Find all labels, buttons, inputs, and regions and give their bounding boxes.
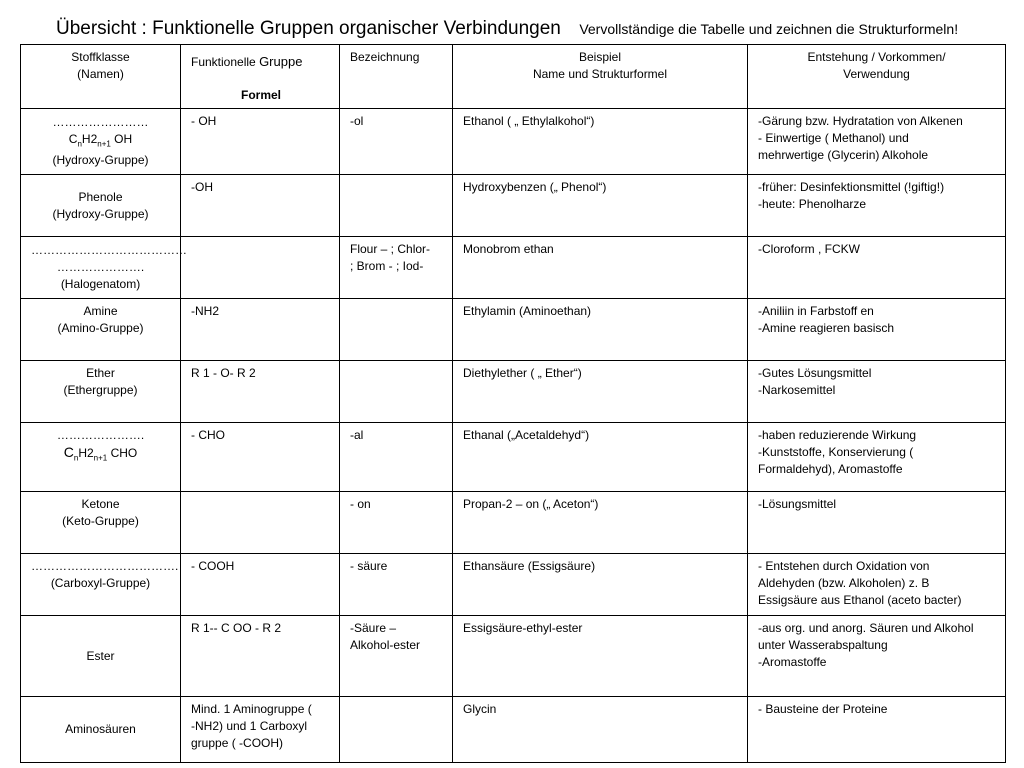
cell-bezeichnung: -ol	[340, 109, 453, 175]
cell-klasse: ………………………………… …………………. (Halogenatom)	[21, 237, 181, 299]
cell-bezeichnung	[340, 697, 453, 763]
cell-beispiel: Diethylether ( „ Ether“)	[453, 361, 748, 423]
page-title: Übersicht : Funktionelle Gruppen organischer Verbindungen	[56, 18, 561, 39]
title-bar	[56, 18, 1016, 46]
cell-klasse: ………………………………. (Carboxyl-Gruppe)	[21, 554, 181, 616]
table-row	[21, 237, 1006, 299]
cell-formel: Mind. 1 Aminogruppe ( -NH2) und 1 Carboxyl gruppe ( -COOH)	[181, 697, 340, 763]
cell-entstehung: -haben reduzierende Wirkung -Kunststoffe, Konservierung ( Formaldehyd), Aromastoffe	[748, 423, 1006, 492]
cell-formel	[181, 492, 340, 554]
cell-entstehung: - Entstehen durch Oxidation von Aldehyden (bzw. Alkoholen) z. B Essigsäure aus Ethanol (aceto bacter)	[748, 554, 1006, 616]
header-row	[21, 45, 1006, 109]
table-row	[21, 697, 1006, 763]
cell-beispiel: Ethanal („Acetaldehyd“)	[453, 423, 748, 492]
cell-bezeichnung	[340, 299, 453, 361]
cell-bezeichnung: -al	[340, 423, 453, 492]
table-row	[21, 361, 1006, 423]
cell-bezeichnung	[340, 361, 453, 423]
cell-beispiel: Propan-2 – on („ Aceton“)	[453, 492, 748, 554]
header-entstehung: Entstehung / Vorkommen/ Verwendung	[748, 45, 1006, 109]
header-stoffklasse: Stoffklasse (Namen)	[21, 45, 181, 109]
cell-formel: R 1 - O- R 2	[181, 361, 340, 423]
cell-formel: - OH	[181, 109, 340, 175]
cell-bezeichnung: -Säure – Alkohol-ester	[340, 616, 453, 697]
cell-entstehung: -Gutes Lösungsmittel -Narkosemittel	[748, 361, 1006, 423]
cell-beispiel: Ethylamin (Aminoethan)	[453, 299, 748, 361]
table-row	[21, 423, 1006, 492]
cell-klasse: Ether (Ethergruppe)	[21, 361, 181, 423]
cell-bezeichnung: - on	[340, 492, 453, 554]
cell-beispiel: Ethansäure (Essigsäure)	[453, 554, 748, 616]
cell-bezeichnung: Flour – ; Chlor- ; Brom - ; Iod-	[340, 237, 453, 299]
header-formel: Formel	[241, 88, 282, 102]
cell-formel	[181, 237, 340, 299]
cell-beispiel: Essigsäure-ethyl-ester	[453, 616, 748, 697]
table-row	[21, 554, 1006, 616]
cell-formel: R 1-- C OO - R 2	[181, 616, 340, 697]
cell-klasse: …………………… $C_nH2_{n+1}$ OH (Hydroxy-Gruppe)	[21, 109, 181, 175]
table-row	[21, 109, 1006, 175]
header-beispiel: Beispiel Name und Strukturformel	[453, 45, 748, 109]
cell-entstehung: -Cloroform , FCKW	[748, 237, 1006, 299]
cell-klasse: …………………. $C_nH2_{n+1}$ CHO	[21, 423, 181, 492]
cell-beispiel: Hydroxybenzen („ Phenol“)	[453, 175, 748, 237]
cell-entstehung: -Lösungsmittel	[748, 492, 1006, 554]
cell-klasse: Ketone (Keto-Gruppe)	[21, 492, 181, 554]
cell-formel: -OH	[181, 175, 340, 237]
page-subtitle: Vervollständige die Tabelle und zeichnen die Strukturformeln!	[579, 21, 959, 37]
cell-beispiel: Monobrom ethan	[453, 237, 748, 299]
cell-entstehung: - Bausteine der Proteine	[748, 697, 1006, 763]
header-funktionelle-gruppe: Funktionelle Gruppe Formel	[181, 45, 340, 109]
cell-klasse: Aminosäuren	[21, 697, 181, 763]
cell-klasse: Ester	[21, 616, 181, 697]
cell-bezeichnung: - säure	[340, 554, 453, 616]
cell-formel: - COOH	[181, 554, 340, 616]
cell-formel: - CHO	[181, 423, 340, 492]
table-row	[21, 616, 1006, 697]
cell-entstehung: -Aniliin in Farbstoff en -Amine reagieren basisch	[748, 299, 1006, 361]
cell-beispiel: Glycin	[453, 697, 748, 763]
cell-entstehung: -Gärung bzw. Hydratation von Alkenen - Einwertige ( Methanol) und mehrwertige (Glycerin) Alkohole	[748, 109, 1006, 175]
table-row	[21, 299, 1006, 361]
cell-beispiel: Ethanol ( „ Ethylalkohol“)	[453, 109, 748, 175]
cell-entstehung: -aus org. und anorg. Säuren und Alkohol unter Wasserabspaltung -Aromastoffe	[748, 616, 1006, 697]
formula-cnh2n1oh: $C_nH2_{n+1}$ OH	[68, 131, 133, 149]
cell-bezeichnung	[340, 175, 453, 237]
cell-klasse: Amine (Amino-Gruppe)	[21, 299, 181, 361]
table-row	[21, 175, 1006, 237]
formula-cnh2n1cho: $C_nH2_{n+1}$ CHO	[63, 444, 138, 463]
cell-klasse: Phenole (Hydroxy-Gruppe)	[21, 175, 181, 237]
table-row	[21, 492, 1006, 554]
header-bezeichnung: Bezeichnung	[340, 45, 453, 109]
cell-formel: -NH2	[181, 299, 340, 361]
functional-groups-table	[20, 44, 1006, 763]
cell-entstehung: -früher: Desinfektionsmittel (!giftig!) -heute: Phenolharze	[748, 175, 1006, 237]
